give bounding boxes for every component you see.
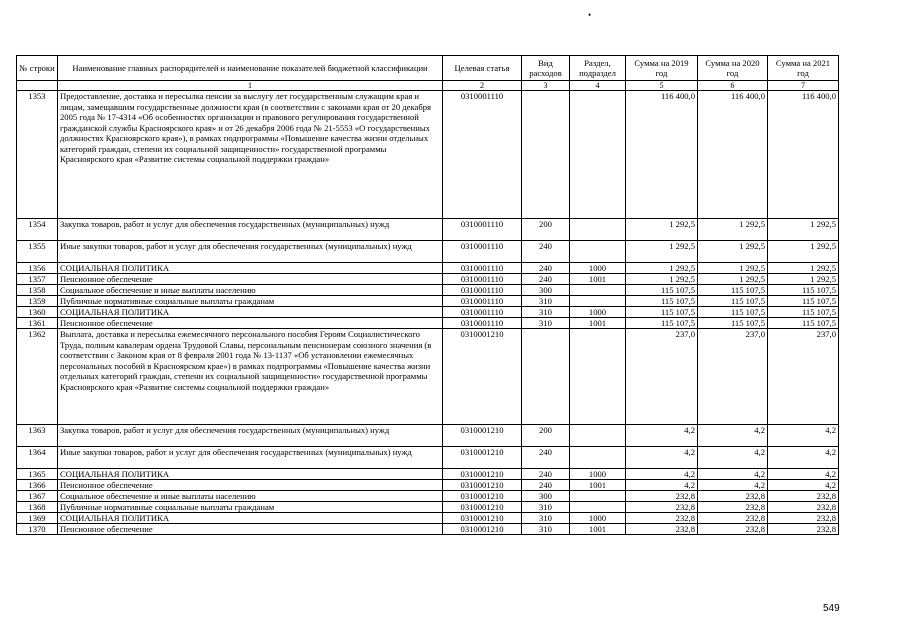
expense-type-cell: 310 xyxy=(522,296,570,307)
row-number-cell: 1366 xyxy=(17,480,58,491)
row-number-cell: 1360 xyxy=(17,307,58,318)
row-number-cell: 1354 xyxy=(17,219,58,241)
expense-type-cell: 240 xyxy=(522,274,570,285)
section-cell xyxy=(570,425,626,447)
table-row xyxy=(17,329,839,425)
expense-type-cell: 200 xyxy=(522,425,570,447)
sum-2020-cell: 1 292,5 xyxy=(698,263,768,274)
row-number-cell: 1356 xyxy=(17,263,58,274)
expense-type-cell: 310 xyxy=(522,513,570,524)
row-number-cell: 1363 xyxy=(17,425,58,447)
row-number-cell: 1362 xyxy=(17,329,58,425)
column-number: 1 xyxy=(58,81,443,91)
row-name-cell: Закупка товаров, работ и услуг для обеспечения государственных (муниципальных) нужд xyxy=(58,425,443,447)
sum-2021-cell: 115 107,5 xyxy=(768,296,839,307)
row-name-cell: Иные закупки товаров, работ и услуг для обеспечения государственных (муниципальных) нужд xyxy=(58,241,443,263)
sum-2020-cell: 4,2 xyxy=(698,447,768,469)
sum-2019-cell: 1 292,5 xyxy=(626,241,698,263)
expense-type-cell: 310 xyxy=(522,307,570,318)
row-name-cell: СОЦИАЛЬНАЯ ПОЛИТИКА xyxy=(58,307,443,318)
row-number-cell: 1355 xyxy=(17,241,58,263)
row-name-cell: Социальное обеспечение и иные выплаты населению xyxy=(58,491,443,502)
target-article-cell: 0310001210 xyxy=(443,491,522,502)
header-row-number: № строки xyxy=(17,56,58,81)
header-section: Раздел, подраздел xyxy=(570,56,626,81)
column-number: 6 xyxy=(698,81,768,91)
column-number-row xyxy=(17,81,839,91)
sum-2020-cell: 232,8 xyxy=(698,502,768,513)
scan-mark: • xyxy=(588,10,592,20)
target-article-cell: 0310001110 xyxy=(443,307,522,318)
table-row xyxy=(17,285,839,296)
sum-2019-cell: 4,2 xyxy=(626,469,698,480)
sum-2021-cell: 237,0 xyxy=(768,329,839,425)
sum-2021-cell: 115 107,5 xyxy=(768,307,839,318)
expense-type-cell: 300 xyxy=(522,285,570,296)
target-article-cell: 0310001110 xyxy=(443,285,522,296)
table-row xyxy=(17,502,839,513)
header-sum-2021: Сумма на 2021 год xyxy=(768,56,839,81)
target-article-cell: 0310001210 xyxy=(443,425,522,447)
page-number: 549 xyxy=(823,603,840,614)
row-name-cell: СОЦИАЛЬНАЯ ПОЛИТИКА xyxy=(58,469,443,480)
row-name-cell: Публичные нормативные социальные выплаты гражданам xyxy=(58,296,443,307)
sum-2019-cell: 232,8 xyxy=(626,502,698,513)
header-name: Наименование главных распорядителей и наименование показателей бюджетной классификации xyxy=(58,56,443,81)
target-article-cell: 0310001110 xyxy=(443,219,522,241)
row-number-cell: 1365 xyxy=(17,469,58,480)
sum-2019-cell: 115 107,5 xyxy=(626,285,698,296)
table-row xyxy=(17,447,839,469)
section-cell: 1000 xyxy=(570,263,626,274)
column-number: 4 xyxy=(570,81,626,91)
header-expense-type: Вид расходов xyxy=(522,56,570,81)
row-number-cell: 1367 xyxy=(17,491,58,502)
section-cell: 1001 xyxy=(570,318,626,329)
section-cell xyxy=(570,296,626,307)
section-cell xyxy=(570,502,626,513)
section-cell xyxy=(570,285,626,296)
target-article-cell: 0310001210 xyxy=(443,329,522,425)
sum-2021-cell: 115 107,5 xyxy=(768,318,839,329)
sum-2021-cell: 4,2 xyxy=(768,447,839,469)
section-cell: 1001 xyxy=(570,524,626,535)
target-article-cell: 0310001110 xyxy=(443,263,522,274)
sum-2019-cell: 232,8 xyxy=(626,491,698,502)
sum-2019-cell: 4,2 xyxy=(626,480,698,491)
expense-type-cell: 310 xyxy=(522,524,570,535)
target-article-cell: 0310001110 xyxy=(443,296,522,307)
expense-type-cell: 310 xyxy=(522,318,570,329)
expense-type-cell: 240 xyxy=(522,480,570,491)
target-article-cell: 0310001210 xyxy=(443,502,522,513)
sum-2021-cell: 4,2 xyxy=(768,469,839,480)
section-cell: 1001 xyxy=(570,274,626,285)
sum-2020-cell: 115 107,5 xyxy=(698,318,768,329)
row-number-cell: 1364 xyxy=(17,447,58,469)
target-article-cell: 0310001210 xyxy=(443,513,522,524)
target-article-cell: 0310001210 xyxy=(443,524,522,535)
column-number: 7 xyxy=(768,81,839,91)
row-name-cell: СОЦИАЛЬНАЯ ПОЛИТИКА xyxy=(58,263,443,274)
sum-2020-cell: 232,8 xyxy=(698,524,768,535)
row-name-cell: Закупка товаров, работ и услуг для обеспечения государственных (муниципальных) нужд xyxy=(58,219,443,241)
sum-2021-cell: 232,8 xyxy=(768,513,839,524)
sum-2020-cell: 1 292,5 xyxy=(698,241,768,263)
column-number: 3 xyxy=(522,81,570,91)
row-name-cell: Пенсионное обеспечение xyxy=(58,318,443,329)
section-cell xyxy=(570,447,626,469)
header-sum-2020: Сумма на 2020 год xyxy=(698,56,768,81)
section-cell xyxy=(570,241,626,263)
sum-2020-cell: 115 107,5 xyxy=(698,296,768,307)
table-row xyxy=(17,425,839,447)
sum-2021-cell: 4,2 xyxy=(768,425,839,447)
target-article-cell: 0310001110 xyxy=(443,318,522,329)
sum-2021-cell: 232,8 xyxy=(768,524,839,535)
sum-2019-cell: 1 292,5 xyxy=(626,263,698,274)
sum-2020-cell: 232,8 xyxy=(698,491,768,502)
row-name-cell: Пенсионное обеспечение xyxy=(58,480,443,491)
sum-2019-cell: 237,0 xyxy=(626,329,698,425)
table-row xyxy=(17,263,839,274)
target-article-cell: 0310001110 xyxy=(443,91,522,219)
column-number xyxy=(17,81,58,91)
sum-2021-cell: 1 292,5 xyxy=(768,241,839,263)
expense-type-cell: 240 xyxy=(522,263,570,274)
section-cell xyxy=(570,491,626,502)
section-cell xyxy=(570,329,626,425)
sum-2019-cell: 1 292,5 xyxy=(626,219,698,241)
sum-2019-cell: 115 107,5 xyxy=(626,307,698,318)
column-number: 2 xyxy=(443,81,522,91)
row-name-cell: Предоставление, доставка и пересылка пенсии за выслугу лет государственным служащим края и лицам, замещавшим государственные должности края (в соответствии с законами края от 20 декабря 2005 года № 17-4314 «Об особенностях организации и правового регулирования государственной гражданской службы Красноярского края» и от 26 декабря 2006 года № 21-5553 «О государственных должностях Красноярского края»), в рамках подпрограммы «Повышение качества жизни отдельных категорий граждан, степени их социальной защищенности» государственной программы Красноярского края «Развитие системы социальной поддержки граждан» xyxy=(58,91,443,219)
sum-2020-cell: 4,2 xyxy=(698,480,768,491)
row-name-cell: Выплата, доставка и пересылка ежемесячного персонального пособия Героям Социалистического Труда, полным кавалерам ордена Трудовой Славы, персональным пенсионерам союзного значения (в соответствии с Законом края от 8 февраля 2001 года № 13-1137 «Об установлении ежемесячных персональных пособий в Красноярском крае») в рамках подпрограммы «Повышение качества жизни отдельных категорий граждан, степени их социальной защищенности» государственной программы Красноярского края «Развитие системы социальной поддержки граждан» xyxy=(58,329,443,425)
sum-2021-cell: 4,2 xyxy=(768,480,839,491)
sum-2021-cell: 116 400,0 xyxy=(768,91,839,219)
table-row xyxy=(17,307,839,318)
section-cell: 1000 xyxy=(570,513,626,524)
row-number-cell: 1353 xyxy=(17,91,58,219)
row-name-cell: Публичные нормативные социальные выплаты гражданам xyxy=(58,502,443,513)
table-row xyxy=(17,513,839,524)
expense-type-cell: 300 xyxy=(522,491,570,502)
sum-2021-cell: 1 292,5 xyxy=(768,219,839,241)
header-sum-2019: Сумма на 2019 год xyxy=(626,56,698,81)
section-cell xyxy=(570,91,626,219)
section-cell: 1000 xyxy=(570,469,626,480)
header-row xyxy=(17,56,839,81)
section-cell: 1000 xyxy=(570,307,626,318)
sum-2020-cell: 232,8 xyxy=(698,513,768,524)
sum-2020-cell: 4,2 xyxy=(698,469,768,480)
row-name-cell: Социальное обеспечение и иные выплаты населению xyxy=(58,285,443,296)
sum-2021-cell: 232,8 xyxy=(768,502,839,513)
column-number: 5 xyxy=(626,81,698,91)
row-number-cell: 1359 xyxy=(17,296,58,307)
expense-type-cell xyxy=(522,91,570,219)
sum-2020-cell: 115 107,5 xyxy=(698,285,768,296)
sum-2020-cell: 4,2 xyxy=(698,425,768,447)
row-name-cell: СОЦИАЛЬНАЯ ПОЛИТИКА xyxy=(58,513,443,524)
sum-2021-cell: 1 292,5 xyxy=(768,263,839,274)
sum-2020-cell: 1 292,5 xyxy=(698,274,768,285)
expense-type-cell: 240 xyxy=(522,241,570,263)
target-article-cell: 0310001210 xyxy=(443,480,522,491)
expense-type-cell: 200 xyxy=(522,219,570,241)
sum-2019-cell: 4,2 xyxy=(626,425,698,447)
sum-2020-cell: 115 107,5 xyxy=(698,307,768,318)
sum-2019-cell: 115 107,5 xyxy=(626,296,698,307)
sum-2019-cell: 4,2 xyxy=(626,447,698,469)
sum-2019-cell: 232,8 xyxy=(626,513,698,524)
sum-2020-cell: 1 292,5 xyxy=(698,219,768,241)
expense-type-cell xyxy=(522,329,570,425)
sum-2019-cell: 115 107,5 xyxy=(626,318,698,329)
row-name-cell: Пенсионное обеспечение xyxy=(58,274,443,285)
sum-2021-cell: 1 292,5 xyxy=(768,274,839,285)
section-cell: 1001 xyxy=(570,480,626,491)
expense-type-cell: 240 xyxy=(522,469,570,480)
row-number-cell: 1369 xyxy=(17,513,58,524)
sum-2020-cell: 116 400,0 xyxy=(698,91,768,219)
header-target-article: Целевая статья xyxy=(443,56,522,81)
target-article-cell: 0310001110 xyxy=(443,274,522,285)
table-row xyxy=(17,524,839,535)
table-row xyxy=(17,219,839,241)
sum-2019-cell: 1 292,5 xyxy=(626,274,698,285)
sum-2021-cell: 232,8 xyxy=(768,491,839,502)
row-number-cell: 1358 xyxy=(17,285,58,296)
table-row xyxy=(17,241,839,263)
table-row xyxy=(17,91,839,219)
sum-2021-cell: 115 107,5 xyxy=(768,285,839,296)
sum-2019-cell: 116 400,0 xyxy=(626,91,698,219)
target-article-cell: 0310001210 xyxy=(443,447,522,469)
expense-type-cell: 310 xyxy=(522,502,570,513)
row-number-cell: 1370 xyxy=(17,524,58,535)
sum-2020-cell: 237,0 xyxy=(698,329,768,425)
row-name-cell: Пенсионное обеспечение xyxy=(58,524,443,535)
budget-table xyxy=(16,55,839,535)
table-row xyxy=(17,296,839,307)
target-article-cell: 0310001110 xyxy=(443,241,522,263)
row-name-cell: Иные закупки товаров, работ и услуг для обеспечения государственных (муниципальных) нужд xyxy=(58,447,443,469)
expense-type-cell: 240 xyxy=(522,447,570,469)
row-number-cell: 1368 xyxy=(17,502,58,513)
row-number-cell: 1357 xyxy=(17,274,58,285)
table-row xyxy=(17,491,839,502)
table-row xyxy=(17,318,839,329)
sum-2019-cell: 232,8 xyxy=(626,524,698,535)
table-row xyxy=(17,274,839,285)
table-row xyxy=(17,480,839,491)
table-row xyxy=(17,469,839,480)
section-cell xyxy=(570,219,626,241)
row-number-cell: 1361 xyxy=(17,318,58,329)
target-article-cell: 0310001210 xyxy=(443,469,522,480)
